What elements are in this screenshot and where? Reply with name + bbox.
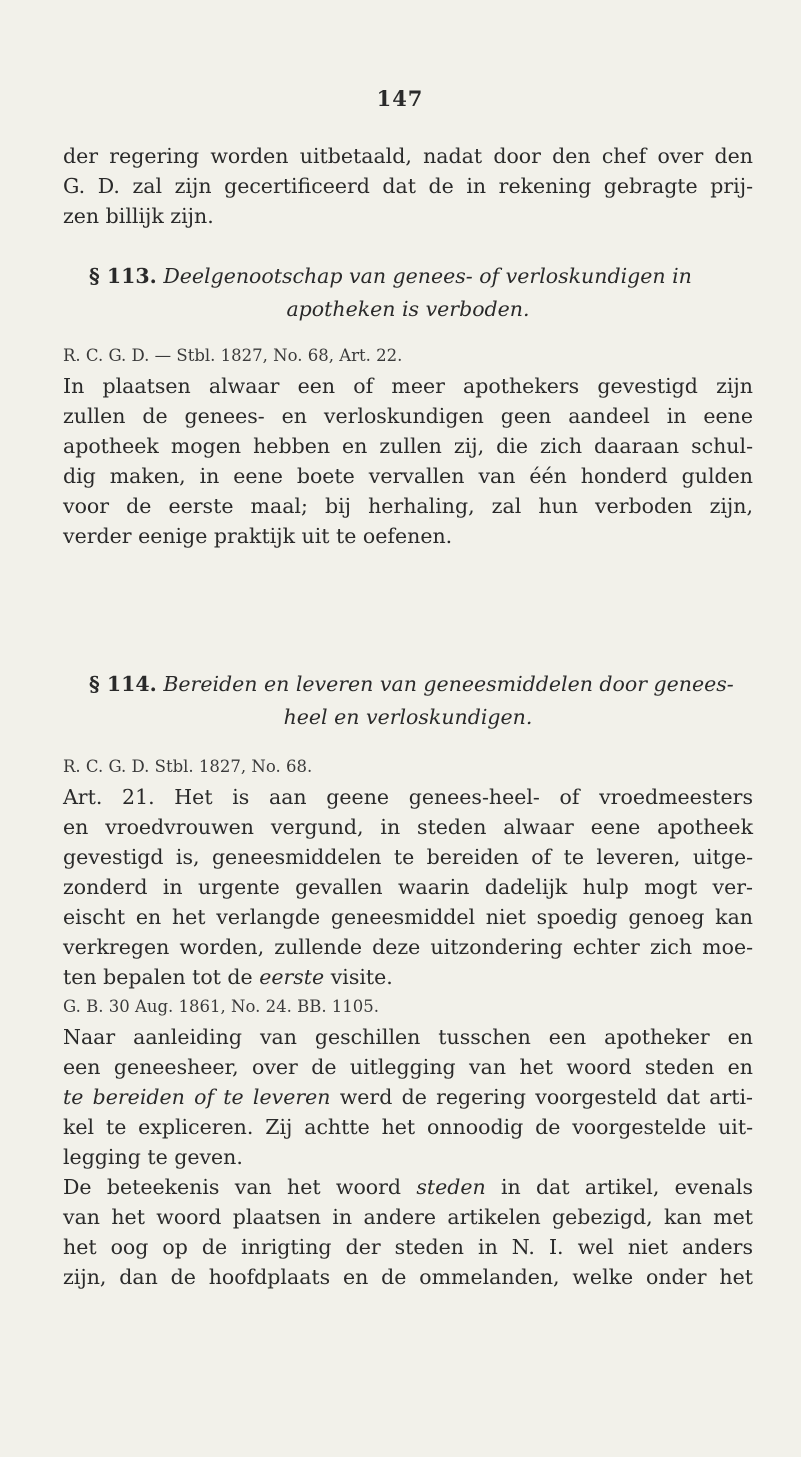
text-line-content: der regering worden uitbetaald, nadat door den chef over den [63, 144, 753, 168]
section-113-body [63, 341, 753, 551]
section-113-number: § 113. [89, 264, 157, 288]
text-segment: in dat artikel, evenals [485, 1175, 753, 1199]
section-114-title-continued: heel en verloskundigen. [283, 705, 533, 729]
section-113-reference: R. C. G. D. — Stbl. 1827, No. 68, Art. 22. [63, 346, 403, 365]
text-line: gevestigd is, geneesmiddelen te bereiden of te leveren, uitge- [63, 845, 753, 869]
text-line [63, 962, 753, 992]
text-line: een geneesheer, over de uitlegging van het woord steden en [63, 1055, 753, 1079]
section-114-heading [63, 668, 753, 734]
emphasis: eerste [259, 965, 325, 989]
section-113-title-line [63, 260, 753, 293]
text-line: kel te expliceren. Zij achtte het onnoodig de voorgestelde uit- [63, 1115, 753, 1139]
section-114-title: Bereiden en leveren van geneesmiddelen door genees- [163, 672, 734, 696]
text-line: legging te geven. [63, 1145, 243, 1169]
text-line: eischt en het verlangde geneesmiddel niet spoedig genoeg kan [63, 905, 753, 929]
text-segment: ten bepalen tot de [63, 965, 260, 989]
section-114-reference: R. C. G. D. Stbl. 1827, No. 68. [63, 757, 313, 776]
text-line [63, 1082, 753, 1112]
text-line [63, 1172, 753, 1202]
text-line: apotheek mogen hebben en zullen zij, die zich daaraan schul- [63, 434, 753, 458]
text-line: het oog op de inrigting der steden in N. I. wel niet anders [63, 1235, 753, 1259]
text-line: voor de eerste maal; bij herhaling, zal hun verboden zijn, [63, 494, 753, 518]
text-segment: werd de regering voorgesteld dat arti- [330, 1085, 753, 1109]
text-line: van het woord plaatsen in andere artikelen gebezigd, kan met [63, 1205, 753, 1229]
text-line: zonderd in urgente gevallen waarin dadelijk hulp mogt ver- [63, 875, 753, 899]
text-line: Naar aanleiding van geschillen tusschen een apotheker en [63, 1025, 753, 1049]
text-line: zen billijk zijn. [63, 204, 214, 228]
section-114-number: § 114. [89, 672, 157, 696]
government-decision-reference: G. B. 30 Aug. 1861, No. 24. BB. 1105. [63, 997, 380, 1016]
emphasis: steden [416, 1175, 486, 1199]
text-line: In plaatsen alwaar een of meer apothekers gevestigd zijn [63, 374, 753, 398]
text-line [63, 141, 753, 171]
section-114-title-line [63, 668, 753, 701]
text-line: G. D. zal zijn gecertificeerd dat de in rekening gebragte prij- [63, 174, 753, 198]
section-114-body [63, 752, 753, 1292]
text-line: zijn, dan de hoofdplaats en de ommelanden, welke onder het [63, 1265, 753, 1289]
text-segment: visite. [324, 965, 393, 989]
emphasis: te bereiden [63, 1085, 185, 1109]
section-113-title-continued: apotheken is verboden. [286, 297, 530, 321]
text-line: Art. 21. Het is aan geene genees-heel- of vroedmeesters [63, 785, 753, 809]
opening-paragraph [63, 141, 753, 231]
text-line: en vroedvrouwen vergund, in steden alwaar eene apotheek [63, 815, 753, 839]
text-segment: De beteekenis van het woord [63, 1175, 417, 1199]
section-113-heading [63, 260, 753, 326]
text-line: zullen de genees- en verloskundigen geen aandeel in eene [63, 404, 753, 428]
text-line: verder eenige praktijk uit te oefenen. [63, 524, 453, 548]
text-line: dig maken, in eene boete vervallen van één honderd gulden [63, 464, 753, 488]
page-number: 147 [376, 86, 424, 111]
section-113-title: Deelgenootschap van genees- of verloskundigen in [163, 264, 692, 288]
text-line: verkregen worden, zullende deze uitzondering echter zich moe- [63, 935, 753, 959]
emphasis: of te leveren [194, 1085, 331, 1109]
